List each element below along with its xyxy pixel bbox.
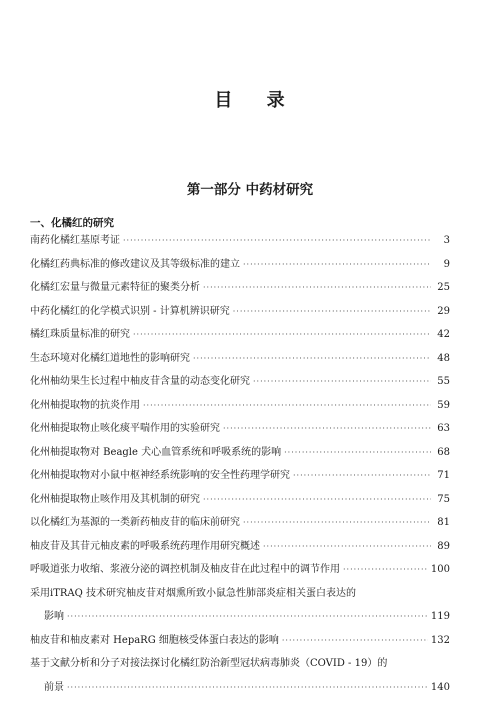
toc-entry-title: 基于文献分析和分子对接法探讨化橘红防治新型冠状病毒肺炎（COVID - 19）的: [30, 658, 388, 669]
toc-entry[interactable]: [30, 258, 450, 282]
toc-entry-title: 南药化橘红基原考证: [30, 235, 120, 246]
leader-dots: [143, 399, 431, 413]
toc-entry-page: 68: [437, 446, 450, 458]
toc-entry-page: 119: [430, 611, 450, 622]
toc-entry-line2[interactable]: [30, 610, 450, 634]
toc-entry-title: 化橘红药典标准的修改建议及其等级标准的建立: [30, 258, 240, 270]
toc-entry-title: 柚皮苷及其苷元柚皮素的呼吸系统药理作用研究概述: [30, 540, 260, 552]
toc-entry-page: 3: [443, 235, 450, 246]
toc-entry-page: 71: [437, 470, 450, 481]
toc-entry-title: 化州柚提取物对 Beagle 犬心血管系统和呼吸系统的影响: [30, 446, 282, 458]
leader-dots: [243, 516, 431, 530]
toc-entry-page: 29: [437, 305, 450, 317]
toc-entry-page: 9: [443, 258, 450, 270]
leader-dots: [263, 540, 431, 554]
page-title: 目 录: [214, 90, 286, 111]
toc-entry-title: 化州柚提取物的抗炎作用: [30, 399, 140, 411]
toc-entry[interactable]: [30, 540, 450, 564]
toc-entry[interactable]: [30, 234, 450, 258]
toc-entry-page: 55: [437, 376, 450, 387]
toc-entry-title: 生态环境对化橘红道地性的影响研究: [30, 352, 190, 364]
leader-dots: [293, 469, 431, 483]
toc-entry-page: 100: [430, 564, 450, 575]
toc-entry-page: 81: [437, 517, 450, 528]
toc-entry-page: 42: [437, 329, 450, 340]
toc-entry[interactable]: [30, 563, 450, 587]
toc-entry-page: 140: [430, 681, 450, 693]
toc-entry-line1[interactable]: [30, 657, 450, 681]
toc-entry[interactable]: [30, 516, 450, 540]
leader-dots: [67, 610, 428, 624]
toc-entry[interactable]: [30, 305, 450, 329]
toc-entry[interactable]: [30, 493, 450, 517]
toc-entry[interactable]: [30, 446, 450, 470]
toc-entry[interactable]: [30, 422, 450, 446]
toc-entry[interactable]: [30, 352, 450, 376]
leader-dots: [223, 422, 431, 436]
toc-entry-page: 89: [437, 540, 450, 552]
toc-entry-line1[interactable]: [30, 587, 450, 611]
toc-entry-page: 59: [437, 399, 450, 411]
leader-dots: [123, 234, 431, 248]
leader-dots: [243, 258, 431, 272]
toc-entry-title: 化州柚提取物对小鼠中枢神经系统影响的安全性药理学研究: [30, 470, 290, 481]
leader-dots: [253, 375, 431, 389]
leader-dots: [67, 681, 428, 695]
leader-dots: [193, 352, 431, 366]
part-heading: 第一部分 中药材研究: [186, 182, 314, 198]
toc-entry[interactable]: [30, 375, 450, 399]
toc-entry[interactable]: [30, 328, 450, 352]
toc-entry[interactable]: [30, 634, 450, 658]
toc-entry-title: 柚皮苷和柚皮素对 HepaRG 细胞核受体蛋白表达的影响: [30, 634, 279, 646]
section-heading: 一、化橘红的研究: [30, 217, 114, 229]
toc-entry[interactable]: [30, 281, 450, 305]
toc-entry-page: 48: [437, 352, 450, 364]
leader-dots: [203, 493, 431, 507]
leader-dots: [203, 281, 431, 295]
toc-entry-title-cont: 前景: [44, 681, 64, 693]
leader-dots: [343, 563, 428, 577]
leader-dots: [233, 305, 431, 319]
toc-entry-title: 中药化橘红的化学模式识别 - 计算机辨识研究: [30, 305, 230, 317]
toc-entry-title: 橘红珠质量标准的研究: [30, 329, 130, 340]
toc-entry-page: 75: [437, 493, 450, 505]
toc-entry-title: 化州柚提取物止咳作用及其机制的研究: [30, 493, 200, 505]
toc-entry-page: 132: [430, 634, 450, 646]
toc-entry-title: 采用iTRAQ 技术研究柚皮苷对烟熏所致小鼠急性肺部炎症相关蛋白表达的: [30, 587, 356, 599]
leader-dots: [282, 634, 428, 648]
toc-entry[interactable]: [30, 469, 450, 493]
toc-entry-title: 化橘红宏量与微量元素特征的聚类分析: [30, 282, 200, 293]
toc-entry-line2[interactable]: [30, 681, 450, 705]
leader-dots: [133, 328, 431, 342]
toc-list: [30, 234, 450, 704]
toc-entry[interactable]: [30, 399, 450, 423]
leader-dots: [284, 446, 431, 460]
toc-entry-title-cont: 影响: [44, 611, 64, 622]
toc-entry-title: 化州柚幼果生长过程中柚皮苷含量的动态变化研究: [30, 376, 250, 387]
toc-entry-title: 呼吸道张力收缩、浆液分泌的调控机制及柚皮苷在此过程中的调节作用: [30, 564, 340, 575]
toc-entry-page: 63: [437, 423, 450, 434]
toc-entry-page: 25: [437, 282, 450, 293]
toc-entry-title: 化州柚提取物止咳化痰平喘作用的实验研究: [30, 423, 220, 434]
toc-entry-title: 以化橘红为基源的一类新药柚皮苷的临床前研究: [30, 517, 240, 528]
